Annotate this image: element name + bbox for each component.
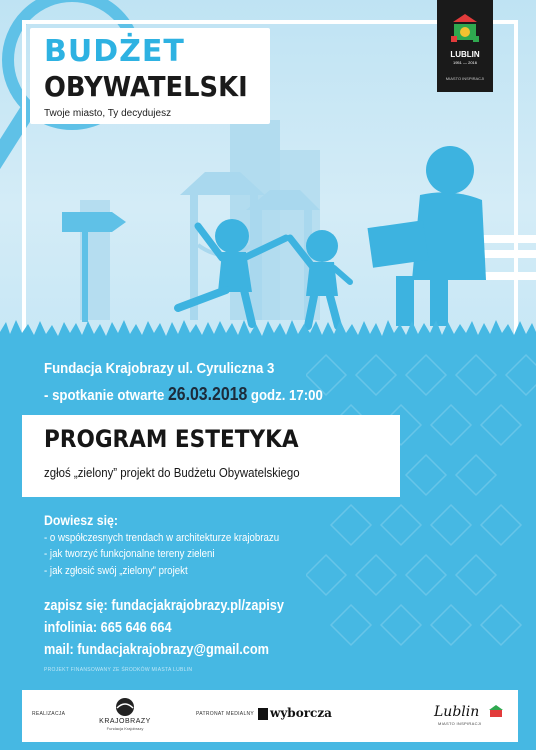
learn-item: - jak tworzyć funkcjonalne tereny zieleni [44,548,215,560]
program-title: PROGRAM ESTETYKA [44,425,299,453]
patronat-label: PATRONAT MEDIALNY [196,711,255,717]
event-address: Fundacja Krajobrazy ul. Cyruliczna 3 [44,360,275,377]
lublin-emblem-icon [437,0,493,48]
program-box [22,415,400,497]
phone-number: infolinia: 665 646 664 [44,619,172,636]
badge-city-name: LUBLIN [450,50,480,59]
signup-link[interactable]: zapisz się: fundacjakrajobrazy.pl/zapisy [44,597,284,614]
email-link[interactable]: mail: fundacjakrajobrazy@gmail.com [44,641,270,658]
lublin-logo: Lublin [434,704,480,720]
funding-note: PROJEKT FINANSOWANY ZE ŚRODKÓW MIASTA LUBLIN [44,667,193,673]
lublin-sub: MIASTO INSPIRACJI [438,721,482,726]
budget-logo [30,28,270,124]
event-meeting-line [44,384,323,405]
badge-note: MIASTO INSPIRACJI [445,76,485,81]
krajobrazy-logo [95,696,155,736]
badge-years: 1951 — 2016 [452,60,478,65]
learn-heading: Dowiesz się: [44,512,118,528]
krajobrazy-sub: Fundacja Krajobrazy [106,726,144,731]
sponsor-footer [22,690,518,742]
diamond-pattern [306,345,536,690]
wyborcza-logo: wyborcza [270,706,332,720]
event-time: godz. 17:00 [250,387,323,404]
event-meeting-prefix: - spotkanie otwarte [44,387,165,404]
program-subtitle: zgłoś „zielony” projekt do Budżetu Obywatelskiego [44,465,300,480]
event-date: 26.03.2018 [167,384,248,404]
realizacja-label: REALIZACJA [32,711,66,717]
lublin-emblem-icon [488,704,504,718]
lublin-badge [437,0,493,92]
logo-title-line1: BUDŻET [44,34,185,69]
krajobrazy-emblem-icon [95,696,155,718]
wyborcza-mark-icon [258,708,268,720]
logo-tagline: Twoje miasto, Ty decydujesz [44,108,172,119]
logo-title-line2: OBYWATELSKI [44,70,248,103]
krajobrazy-name: KRAJOBRAZY [99,718,151,725]
learn-item: - o współczesnych trendach w architekturze krajobrazu [44,532,280,544]
learn-item: - jak zgłosić swój „zielony” projekt [44,565,188,577]
